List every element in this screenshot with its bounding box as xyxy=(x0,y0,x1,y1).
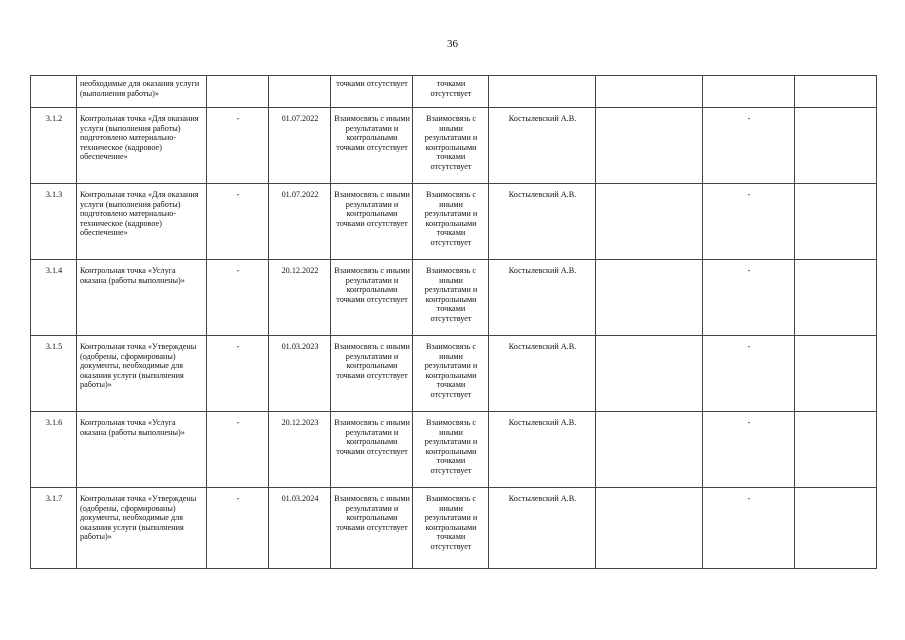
cell-num: 3.1.5 xyxy=(31,336,77,412)
cell-empty xyxy=(596,488,703,569)
cell-empty xyxy=(207,76,269,108)
table-row xyxy=(31,260,877,336)
cell-responsible: Костылевский А.В. xyxy=(489,336,596,412)
table-row xyxy=(31,336,877,412)
cell-empty xyxy=(703,76,795,108)
cell-dash-2: - xyxy=(703,184,795,260)
cell-relation-points: Взаимосвязь с иными результатами и контрольными точками отсутствует xyxy=(413,184,489,260)
cell-dash-2: - xyxy=(703,488,795,569)
cell-responsible: Костылевский А.В. xyxy=(489,108,596,184)
cell-responsible: Костылевский А.В. xyxy=(489,412,596,488)
cell-num: 3.1.7 xyxy=(31,488,77,569)
cell-relation-results: Взаимосвязь с иными результатами и контрольными точками отсутствует xyxy=(331,412,413,488)
cell-empty xyxy=(596,108,703,184)
cell-dash-2: - xyxy=(703,336,795,412)
cell-date: 20.12.2023 xyxy=(269,412,331,488)
cell-relation-results: Взаимосвязь с иными результатами и контрольными точками отсутствует xyxy=(331,184,413,260)
cell-empty xyxy=(795,184,877,260)
cell-empty xyxy=(596,76,703,108)
cell-num: 3.1.6 xyxy=(31,412,77,488)
cell-empty xyxy=(489,76,596,108)
cell-dash-2: - xyxy=(703,260,795,336)
cell-empty xyxy=(596,336,703,412)
cell-name: Контрольная точка «Для оказания услуги (выполнения работы) подготовлено материально-техническое (кадровое) обеспечение» xyxy=(77,108,207,184)
cell-relation-results: Взаимосвязь с иными результатами и контрольными точками отсутствует xyxy=(331,260,413,336)
cell-empty xyxy=(795,336,877,412)
cell-relation-results: Взаимосвязь с иными результатами и контрольными точками отсутствует xyxy=(331,488,413,569)
control-points-table xyxy=(30,75,877,569)
cell-name: Контрольная точка «Для оказания услуги (выполнения работы) подготовлено материально-техническое (кадровое) обеспечение» xyxy=(77,184,207,260)
cell-date: 01.03.2023 xyxy=(269,336,331,412)
cell-relation-results: Взаимосвязь с иными результатами и контрольными точками отсутствует xyxy=(331,108,413,184)
cell-responsible: Костылевский А.В. xyxy=(489,260,596,336)
cell-dash: - xyxy=(207,412,269,488)
cell-empty xyxy=(795,260,877,336)
cell-empty xyxy=(269,76,331,108)
cell-relation-points: точками отсутствует xyxy=(413,76,489,108)
cell-empty xyxy=(596,412,703,488)
cell-empty xyxy=(596,184,703,260)
table-row xyxy=(31,184,877,260)
cell-relation-points: Взаимосвязь с иными результатами и контрольными точками отсутствует xyxy=(413,488,489,569)
table-row xyxy=(31,108,877,184)
page-number: 36 xyxy=(447,38,458,50)
cell-relation-results: точками отсутствует xyxy=(331,76,413,108)
table-row xyxy=(31,412,877,488)
cell-date: 01.03.2024 xyxy=(269,488,331,569)
cell-dash-2: - xyxy=(703,108,795,184)
cell-name: Контрольная точка «Услуга оказана (работы выполнены)» xyxy=(77,260,207,336)
cell-responsible: Костылевский А.В. xyxy=(489,184,596,260)
cell-num: 3.1.4 xyxy=(31,260,77,336)
cell-num: 3.1.3 xyxy=(31,184,77,260)
cell-relation-points: Взаимосвязь с иными результатами и контрольными точками отсутствует xyxy=(413,336,489,412)
cell-dash: - xyxy=(207,336,269,412)
cell-name: Контрольная точка «Утверждены (одобрены, сформированы) документы, необходимые для оказания услуги (выполнения работы)» xyxy=(77,336,207,412)
table-row-continuation xyxy=(31,76,877,108)
cell-empty xyxy=(795,108,877,184)
table-row xyxy=(31,488,877,569)
cell-date: 01.07.2022 xyxy=(269,108,331,184)
cell-relation-results: Взаимосвязь с иными результатами и контрольными точками отсутствует xyxy=(331,336,413,412)
cell-num: 3.1.2 xyxy=(31,108,77,184)
cell-num xyxy=(31,76,77,108)
cell-relation-points: Взаимосвязь с иными результатами и контрольными точками отсутствует xyxy=(413,108,489,184)
cell-empty xyxy=(795,76,877,108)
cell-responsible: Костылевский А.В. xyxy=(489,488,596,569)
cell-dash: - xyxy=(207,488,269,569)
cell-name: необходимые для оказания услуги (выполнения работы)» xyxy=(77,76,207,108)
cell-date: 20.12.2022 xyxy=(269,260,331,336)
cell-relation-points: Взаимосвязь с иными результатами и контрольными точками отсутствует xyxy=(413,260,489,336)
cell-relation-points: Взаимосвязь с иными результатами и контрольными точками отсутствует xyxy=(413,412,489,488)
cell-dash: - xyxy=(207,184,269,260)
cell-date: 01.07.2022 xyxy=(269,184,331,260)
cell-dash: - xyxy=(207,108,269,184)
cell-dash-2: - xyxy=(703,412,795,488)
cell-empty xyxy=(596,260,703,336)
cell-name: Контрольная точка «Утверждены (одобрены, сформированы) документы, необходимые для оказания услуги (выполнения работы)» xyxy=(77,488,207,569)
cell-name: Контрольная точка «Услуга оказана (работы выполнены)» xyxy=(77,412,207,488)
cell-empty xyxy=(795,412,877,488)
cell-dash: - xyxy=(207,260,269,336)
cell-empty xyxy=(795,488,877,569)
